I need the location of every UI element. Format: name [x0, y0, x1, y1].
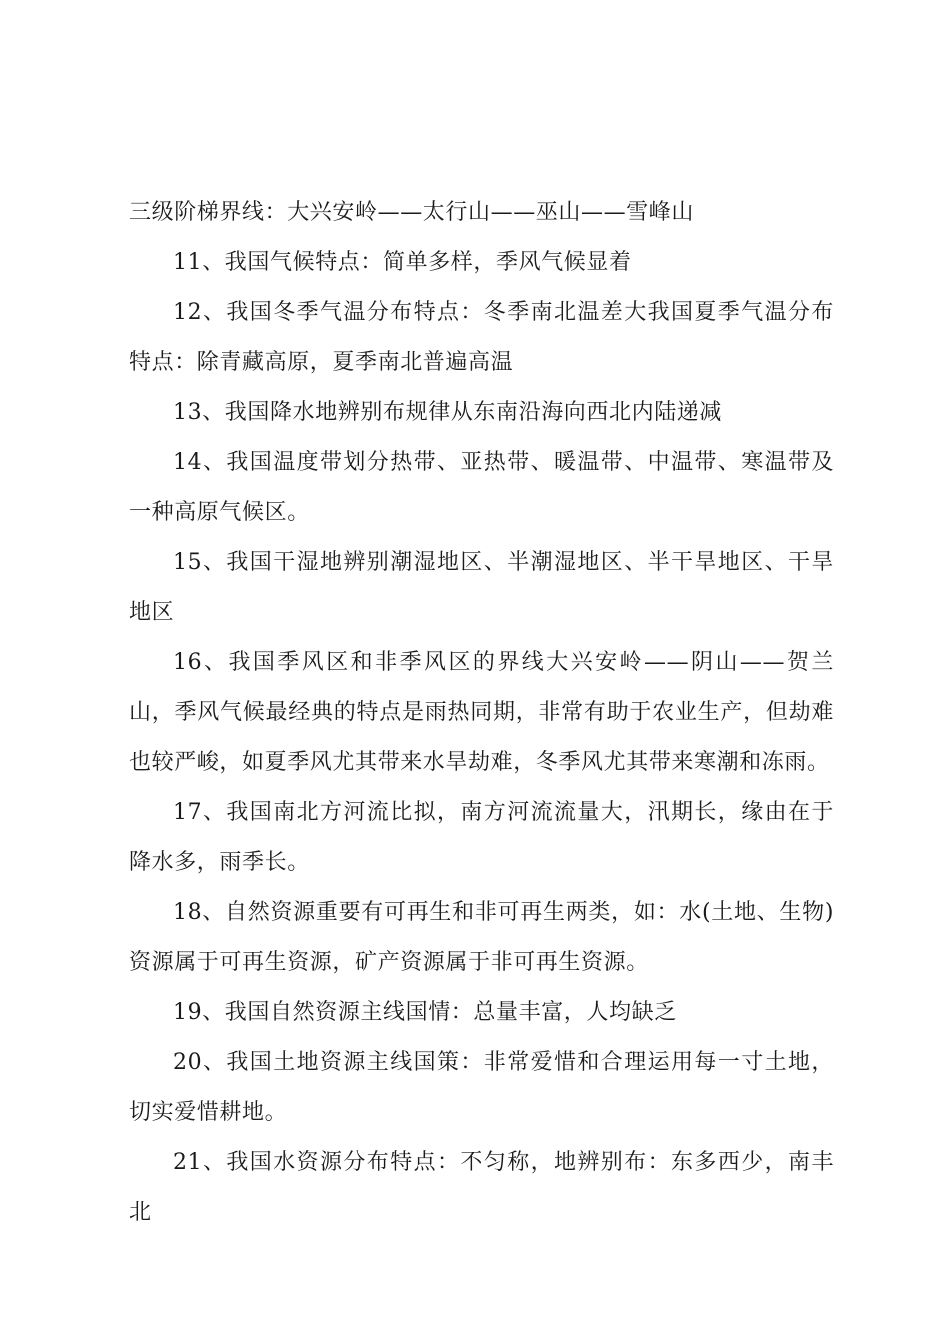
paragraph-18: 18、自然资源重要有可再生和非可再生两类，如：水(土地、生物)资源属于可再生资源，矿产资源属于非可再生资源。	[129, 900, 834, 975]
document-body	[129, 188, 834, 1238]
paragraph-20: 20、我国土地资源主线国策：非常爱惜和合理运用每一寸土地，切实爱惜耕地。	[129, 1050, 834, 1125]
paragraph-15: 15、我国干湿地辨别潮湿地区、半潮湿地区、半干旱地区、干旱地区	[129, 550, 834, 625]
paragraph-19: 19、我国自然资源主线国情：总量丰富，人均缺乏	[173, 1000, 677, 1025]
paragraph-11: 11、我国气候特点：简单多样，季风气候显着	[173, 250, 632, 275]
paragraph-13: 13、我国降水地辨别布规律从东南沿海向西北内陆递减	[173, 400, 722, 425]
paragraph-17: 17、我国南北方河流比拟，南方河流流量大，汛期长，缘由在于降水多，雨季长。	[129, 800, 834, 875]
paragraph-12: 12、我国冬季气温分布特点：冬季南北温差大我国夏季气温分布特点：除青藏高原，夏季南北普遍高温	[129, 300, 834, 375]
paragraph-16: 16、我国季风区和非季风区的界线大兴安岭——阴山——贺兰山，季风气候最经典的特点是雨热同期，非常有助于农业生产，但劫难也较严峻，如夏季风尤其带来水旱劫难，冬季风尤其带来寒潮和冻雨。	[129, 650, 834, 775]
paragraph-terrain-boundary: 三级阶梯界线：大兴安岭——太行山——巫山——雪峰山	[129, 200, 695, 225]
paragraph-21: 21、我国水资源分布特点：不匀称，地辨别布：东多西少，南丰北	[129, 1150, 834, 1225]
paragraph-14: 14、我国温度带划分热带、亚热带、暖温带、中温带、寒温带及一种高原气候区。	[129, 450, 834, 525]
